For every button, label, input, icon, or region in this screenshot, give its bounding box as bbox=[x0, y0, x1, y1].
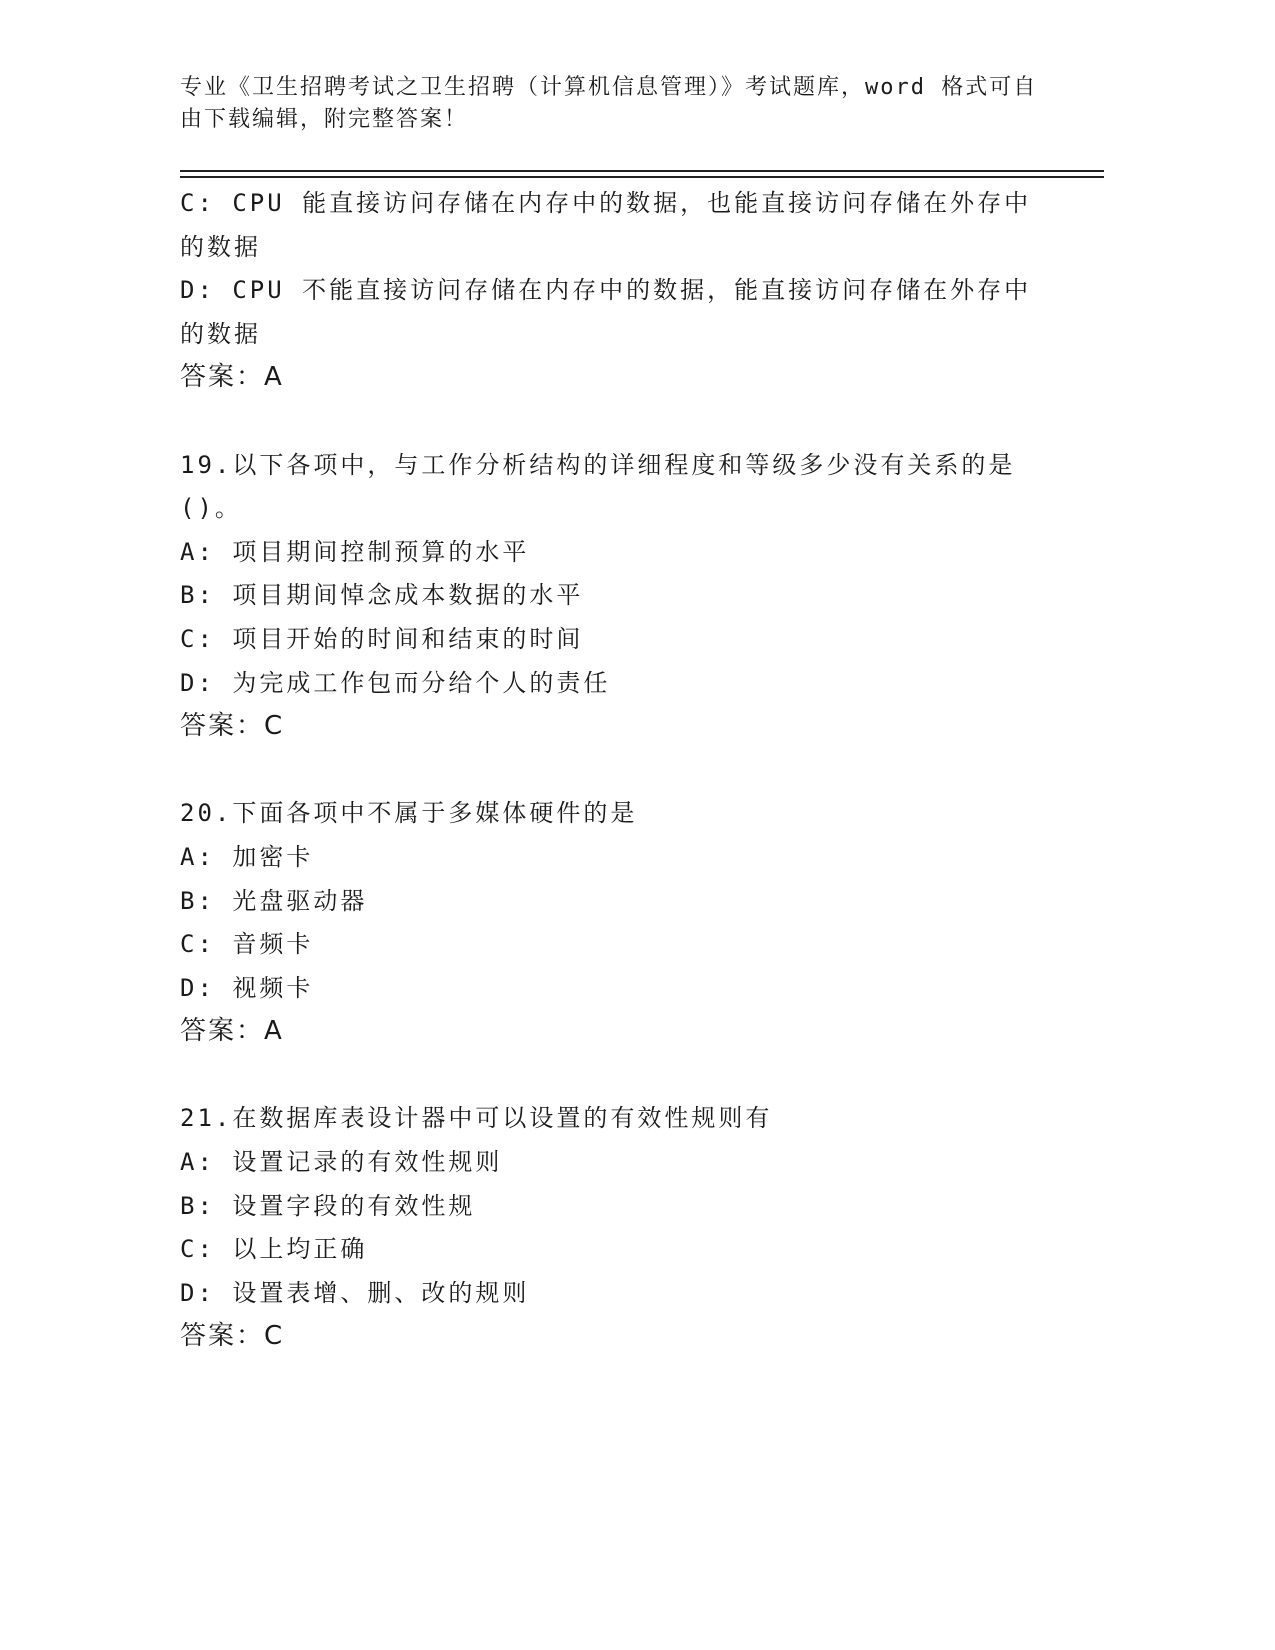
spacer bbox=[180, 400, 1040, 444]
option-c: C: 以上均正确 bbox=[180, 1235, 368, 1264]
option-d: D: 视频卡 bbox=[180, 973, 314, 1002]
spacer bbox=[180, 1054, 1040, 1098]
header-line-2: 由下载编辑，附完整答案！ bbox=[180, 107, 469, 132]
header-line-1: 专业《卫生招聘考试之卫生招聘（计算机信息管理）》考试题库，word 格式可自 bbox=[180, 75, 1038, 100]
option-a: A: 设置记录的有效性规则 bbox=[180, 1148, 503, 1177]
question-18-continued bbox=[180, 182, 1040, 400]
header-divider-top bbox=[180, 170, 1104, 172]
option-d: D: 设置表增、删、改的规则 bbox=[180, 1278, 530, 1307]
answer: 答案：A bbox=[180, 362, 284, 393]
answer: 答案：C bbox=[180, 1321, 285, 1352]
question-stem: 19.以下各项中，与工作分析结构的详细程度和等级多少没有关系的是 bbox=[180, 450, 1016, 479]
option-d: D: 为完成工作包而分给个人的责任 bbox=[180, 668, 611, 697]
spacer bbox=[180, 749, 1040, 793]
option-b: B: 光盘驱动器 bbox=[180, 886, 368, 915]
document-header bbox=[180, 72, 1040, 136]
question-stem-continued: ()。 bbox=[180, 494, 242, 523]
question-20 bbox=[180, 792, 1040, 1054]
answer: 答案：A bbox=[180, 1016, 284, 1047]
option-a: A: 加密卡 bbox=[180, 842, 314, 871]
option-a: A: 项目期间控制预算的水平 bbox=[180, 537, 530, 566]
option-b: B: 设置字段的有效性规 bbox=[180, 1191, 476, 1220]
option-d-continued: 的数据 bbox=[180, 319, 261, 348]
answer: 答案：C bbox=[180, 711, 285, 742]
question-content bbox=[180, 182, 1040, 1359]
option-c: C: 音频卡 bbox=[180, 930, 314, 959]
question-stem: 20.下面各项中不属于多媒体硬件的是 bbox=[180, 799, 638, 828]
option-c: C: CPU 能直接访问存储在内存中的数据，也能直接访问存储在外存中 bbox=[180, 189, 1032, 217]
option-c: C: 项目开始的时间和结束的时间 bbox=[180, 624, 584, 653]
option-b: B: 项目期间悼念成本数据的水平 bbox=[180, 581, 584, 610]
header-divider-bottom bbox=[180, 176, 1104, 178]
option-d: D: CPU 不能直接访问存储在内存中的数据，能直接访问存储在外存中 bbox=[180, 276, 1032, 305]
question-19 bbox=[180, 444, 1040, 749]
question-21 bbox=[180, 1097, 1040, 1359]
question-stem: 21.在数据库表设计器中可以设置的有效性规则有 bbox=[180, 1104, 773, 1133]
option-c-continued: 的数据 bbox=[180, 232, 261, 261]
